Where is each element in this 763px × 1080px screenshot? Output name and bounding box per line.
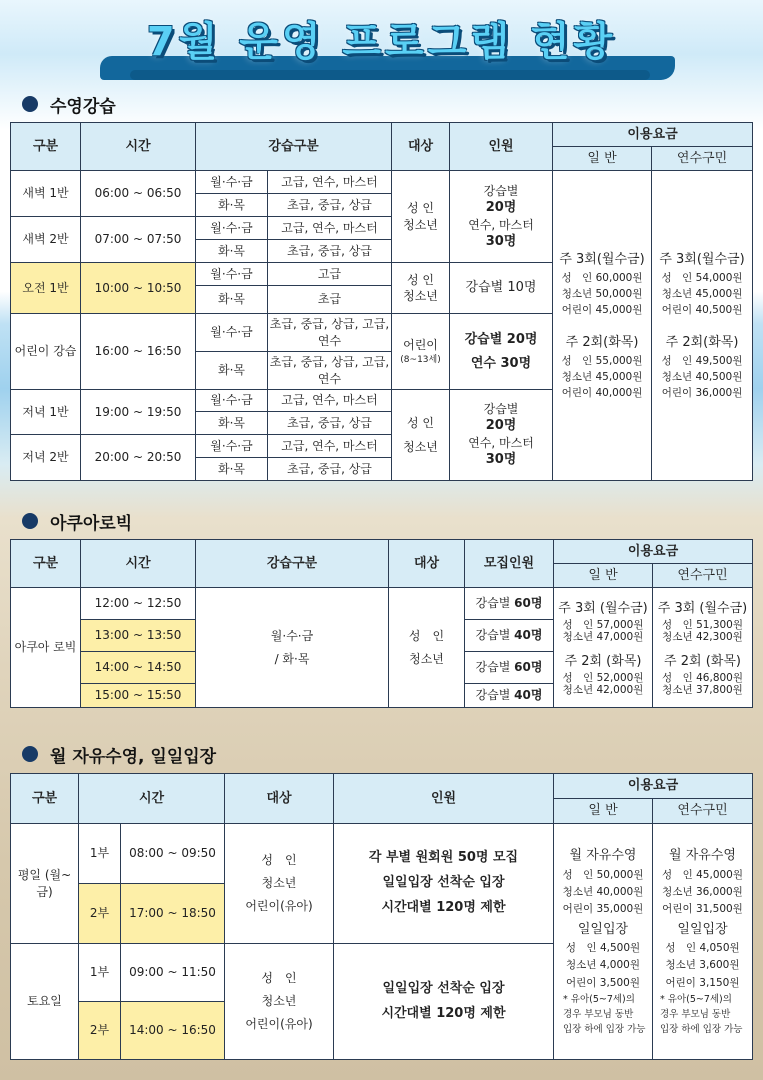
note-line: 입장 하에 입장 가능	[563, 1024, 646, 1036]
fee-line: 성 인 4,050원	[665, 942, 740, 955]
aqua-header-target: 대상	[389, 540, 465, 588]
free-table	[10, 773, 753, 1060]
fee-heading: 월 자유수영	[569, 848, 637, 864]
people-count: 연수 30명	[470, 355, 532, 371]
aqua-time: 13:00 ~ 13:50	[81, 620, 196, 652]
people-count: 60명	[514, 660, 543, 675]
people-text: 일일입장 선착순 입장	[382, 980, 505, 996]
fee-heading: 주 2회(화목)	[565, 334, 639, 350]
target-adult: 성 인	[407, 415, 435, 430]
swim-fee-general	[553, 171, 652, 481]
fee-line: 어린이 35,000원	[562, 903, 644, 916]
saturday-target	[225, 944, 334, 1060]
section-aqua-label: 아쿠아로빅	[50, 513, 133, 534]
target-youth: 청소년	[409, 651, 444, 666]
free-header-fee: 이용요금	[554, 774, 753, 799]
swim-days: 화·목	[196, 240, 268, 263]
part-label: 2부	[79, 1002, 121, 1060]
fee-line: 성 인 57,000원	[562, 619, 644, 632]
fee-line: 성 인 51,300원	[662, 619, 744, 632]
aqua-time: 15:00 ~ 15:50	[81, 684, 196, 708]
saturday-people	[334, 944, 554, 1060]
saturday-label: 토요일	[11, 944, 79, 1060]
target-adult: 성 인	[407, 201, 435, 216]
free-header-target: 대상	[225, 774, 334, 824]
target-child: 어린이(유아)	[245, 898, 313, 913]
swim-class-time: 19:00 ~ 19:50	[81, 390, 196, 435]
target-adult: 성 인	[261, 853, 297, 868]
part-time: 17:00 ~ 18:50	[121, 884, 225, 944]
page-title: 7월 운영 프로그램 현황	[146, 19, 617, 65]
swim-class-time: 07:00 ~ 07:50	[81, 217, 196, 263]
aqua-header-general: 일 반	[554, 564, 653, 588]
fee-heading: 일일입장	[677, 921, 728, 937]
free-fee-resident	[653, 824, 753, 1060]
people-text: 연수, 마스터	[468, 217, 534, 232]
table-row	[11, 171, 753, 194]
fee-heading: 주 3회(월수금)	[559, 251, 645, 267]
aqua-days	[196, 588, 389, 708]
people-count: 강습별 20명	[464, 331, 538, 347]
people-count: 40명	[514, 628, 543, 643]
fee-heading: 주 3회 (월수금)	[558, 601, 648, 617]
fee-line: 성 인 46,800원	[662, 671, 744, 684]
fee-heading: 주 2회(화목)	[665, 334, 739, 350]
aqua-table	[10, 539, 753, 708]
people-text: 각 부별 원회원 50명 모집	[368, 850, 519, 866]
fee-heading: 주 2회 (화목)	[664, 653, 741, 669]
note-line: 입장 하에 입장 가능	[660, 1024, 743, 1036]
free-fee-general	[554, 824, 653, 1060]
fee-line: 성 인 49,500원	[661, 354, 743, 367]
part-label: 1부	[79, 824, 121, 884]
days-tt: / 화·목	[274, 651, 310, 666]
fee-line: 청소년 37,800원	[662, 683, 743, 696]
swim-header-div: 구분	[11, 123, 81, 171]
people-count: 강습별 10명	[465, 280, 537, 296]
swim-header-target: 대상	[392, 123, 450, 171]
swim-levels: 초급	[268, 286, 392, 314]
note-line: 경우 부모님 동반	[563, 1009, 634, 1021]
fee-line: 어린이 40,500원	[661, 304, 743, 317]
target-youth: 청소년	[403, 289, 438, 303]
people-text: 강습별	[475, 596, 515, 611]
fee-line: 어린이 3,500원	[566, 976, 640, 989]
weekday-target	[225, 824, 334, 944]
swim-people-3	[450, 314, 553, 390]
swim-people-4	[450, 390, 553, 481]
target-age: (8~13세)	[400, 354, 441, 365]
section-swim-title	[22, 92, 116, 116]
people-text: 일일입장 선착순 입장	[382, 875, 505, 891]
section-free-title	[22, 742, 216, 766]
swim-header-class: 강습구분	[196, 123, 392, 171]
swim-class-name: 저녁 1반	[11, 390, 81, 435]
fee-line: 청소년 45,000원	[561, 370, 643, 383]
swim-people-1	[450, 171, 553, 263]
free-header-div: 구분	[11, 774, 79, 824]
swim-target-4	[392, 390, 450, 481]
aqua-header-div: 구분	[11, 540, 81, 588]
fee-line: 성 인 55,000원	[561, 354, 643, 367]
fee-line: 어린이 31,500원	[662, 903, 743, 916]
part-label: 1부	[79, 944, 121, 1002]
swim-levels: 초급, 중급, 상급	[268, 412, 392, 435]
section-swim-label: 수영강습	[50, 96, 116, 117]
free-header-general: 일 반	[554, 799, 653, 824]
swim-table	[10, 122, 753, 481]
swim-levels: 고급, 연수, 마스터	[268, 217, 392, 240]
aqua-fee-resident	[653, 588, 753, 708]
swim-class-name: 저녁 2반	[11, 435, 81, 481]
fee-line: 성 인 60,000원	[561, 271, 643, 284]
title-brush-shadow	[130, 70, 650, 80]
aqua-fee-general	[554, 588, 653, 708]
days-mwf: 월·수·금	[270, 629, 314, 644]
target-youth: 청소년	[403, 440, 438, 454]
swim-header-people: 인원	[450, 123, 553, 171]
fee-line: 청소년 47,000원	[562, 631, 644, 644]
free-header-time: 시간	[79, 774, 225, 824]
swim-levels: 고급, 연수, 마스터	[268, 390, 392, 412]
swim-days: 월·수·금	[196, 171, 268, 194]
aqua-target	[389, 588, 465, 708]
fee-line: 어린이 3,150원	[665, 976, 740, 989]
aqua-header-class: 강습구분	[196, 540, 389, 588]
fee-line: 청소년 3,600원	[665, 959, 740, 972]
swim-levels: 초급, 중급, 상급	[268, 458, 392, 481]
people-count: 30명	[485, 233, 517, 249]
fee-line: 어린이 36,000원	[661, 387, 743, 400]
people-text: 연수, 마스터	[468, 436, 534, 450]
swim-class-name: 오전 1반	[11, 263, 81, 314]
people-text: 강습별	[483, 183, 519, 198]
people-text: 시간대별 120명 제한	[381, 899, 506, 915]
aqua-people	[465, 684, 554, 708]
fee-heading: 월 자유수영	[669, 848, 736, 864]
swim-days: 월·수·금	[196, 217, 268, 240]
free-header-resident: 연수구민	[653, 799, 753, 824]
weekday-label: 평일 (월~금)	[11, 824, 79, 944]
swim-class-name: 새벽 1반	[11, 171, 81, 217]
fee-heading: 주 3회(월수금)	[659, 251, 745, 267]
swim-levels: 초급, 중급, 상급	[268, 194, 392, 217]
swim-target-3	[392, 314, 450, 390]
target-youth: 청소년	[261, 876, 297, 891]
people-count: 60명	[514, 596, 543, 611]
swim-days: 월·수·금	[196, 263, 268, 286]
fee-line: 청소년 42,300원	[662, 631, 743, 644]
swim-class-time: 16:00 ~ 16:50	[81, 314, 196, 390]
target-adult: 성 인	[261, 971, 297, 986]
part-time: 14:00 ~ 16:50	[121, 1002, 225, 1060]
swim-target-2	[392, 263, 450, 314]
aqua-time: 14:00 ~ 14:50	[81, 652, 196, 684]
table-row	[11, 824, 753, 884]
part-time: 09:00 ~ 11:50	[121, 944, 225, 1002]
swim-header-resident: 연수구민	[652, 147, 753, 171]
swim-class-time: 10:00 ~ 10:50	[81, 263, 196, 314]
people-text: 강습별	[483, 402, 519, 417]
aqua-people	[465, 588, 554, 620]
target-adult: 성 인	[407, 272, 435, 287]
swim-header-fee: 이용요금	[553, 123, 753, 147]
fee-line: 어린이 45,000원	[561, 304, 643, 317]
fee-line: 청소년 40,000원	[562, 886, 644, 899]
swim-header-time: 시간	[81, 123, 196, 171]
fee-line: 청소년 40,500원	[661, 370, 743, 383]
section-aqua-title	[22, 509, 132, 533]
people-count: 20명	[485, 418, 517, 434]
fee-note	[654, 992, 751, 1038]
swim-days: 화·목	[196, 352, 268, 390]
fee-heading: 주 3회 (월수금)	[657, 601, 748, 617]
aqua-people	[465, 620, 554, 652]
fee-note	[555, 992, 651, 1038]
people-count: 30명	[485, 452, 517, 468]
swim-days: 화·목	[196, 412, 268, 435]
aqua-header-resident: 연수구민	[653, 564, 753, 588]
target-child: 어린이(유아)	[245, 1016, 313, 1031]
bullet-icon	[22, 96, 38, 112]
swim-class-time: 06:00 ~ 06:50	[81, 171, 196, 217]
fee-line: 청소년 42,000원	[562, 683, 644, 696]
people-text: 시간대별 120명 제한	[381, 1005, 506, 1021]
people-count: 20명	[485, 199, 517, 215]
swim-levels: 고급	[268, 263, 392, 286]
free-header-people: 인원	[334, 774, 554, 824]
swim-people-2	[450, 263, 553, 314]
fee-line: 성 인 45,000원	[662, 868, 744, 881]
aqua-header-fee: 이용요금	[554, 540, 753, 564]
swim-days: 월·수·금	[196, 435, 268, 458]
swim-class-time: 20:00 ~ 20:50	[81, 435, 196, 481]
part-label: 2부	[79, 884, 121, 944]
note-line: * 유아(5~7세)의	[563, 994, 635, 1006]
swim-levels: 초급, 중급, 상급	[268, 240, 392, 263]
fee-line: 청소년 50,000원	[561, 287, 643, 300]
target-youth: 청소년	[403, 217, 438, 232]
swim-days: 화·목	[196, 458, 268, 481]
fee-heading: 주 2회 (화목)	[564, 653, 642, 669]
people-count: 40명	[514, 688, 543, 703]
swim-days: 화·목	[196, 194, 268, 217]
fee-line: 청소년 36,000원	[662, 886, 743, 899]
fee-line: 청소년 4,000원	[566, 959, 640, 972]
swim-days: 월·수·금	[196, 390, 268, 412]
bullet-icon	[22, 513, 38, 529]
target-child: 어린이	[403, 338, 438, 353]
swim-levels: 고급, 연수, 마스터	[268, 171, 392, 194]
swim-fee-resident	[652, 171, 753, 481]
swim-days: 화·목	[196, 286, 268, 314]
section-free-label: 월 자유수영, 일일입장	[50, 746, 217, 767]
weekday-people	[334, 824, 554, 944]
fee-line: 성 인 4,500원	[565, 942, 641, 955]
target-adult: 성 인	[408, 629, 445, 644]
aqua-time: 12:00 ~ 12:50	[81, 588, 196, 620]
aqua-header-time: 시간	[81, 540, 196, 588]
people-text: 강습별	[475, 628, 515, 643]
aqua-header-people: 모집인원	[465, 540, 554, 588]
aqua-class-name: 아쿠아 로빅	[11, 588, 81, 708]
fee-heading: 일일입장	[577, 921, 629, 937]
bullet-icon	[22, 746, 38, 762]
note-line: * 유아(5~7세)의	[660, 994, 732, 1006]
aqua-people	[465, 652, 554, 684]
swim-levels: 고급, 연수, 마스터	[268, 435, 392, 458]
swim-levels: 초급, 중급, 상급, 고급, 연수	[268, 352, 392, 390]
swim-class-name: 어린이 강습	[11, 314, 81, 390]
people-text: 강습별	[475, 660, 515, 675]
table-row	[11, 588, 753, 620]
part-time: 08:00 ~ 09:50	[121, 824, 225, 884]
fee-line: 어린이 40,000원	[561, 387, 643, 400]
swim-days: 월·수·금	[196, 314, 268, 352]
target-youth: 청소년	[261, 994, 297, 1009]
fee-line: 성 인 52,000원	[562, 671, 644, 684]
swim-target-1	[392, 171, 450, 263]
swim-levels: 초급, 중급, 상급, 고급, 연수	[268, 314, 392, 352]
swim-class-name: 새벽 2반	[11, 217, 81, 263]
fee-line: 성 인 50,000원	[562, 868, 644, 881]
swim-header-general: 일 반	[553, 147, 652, 171]
fee-line: 청소년 45,000원	[661, 287, 743, 300]
note-line: 경우 부모님 동반	[660, 1009, 731, 1021]
fee-line: 성 인 54,000원	[661, 271, 743, 284]
people-text: 강습별	[475, 688, 515, 703]
